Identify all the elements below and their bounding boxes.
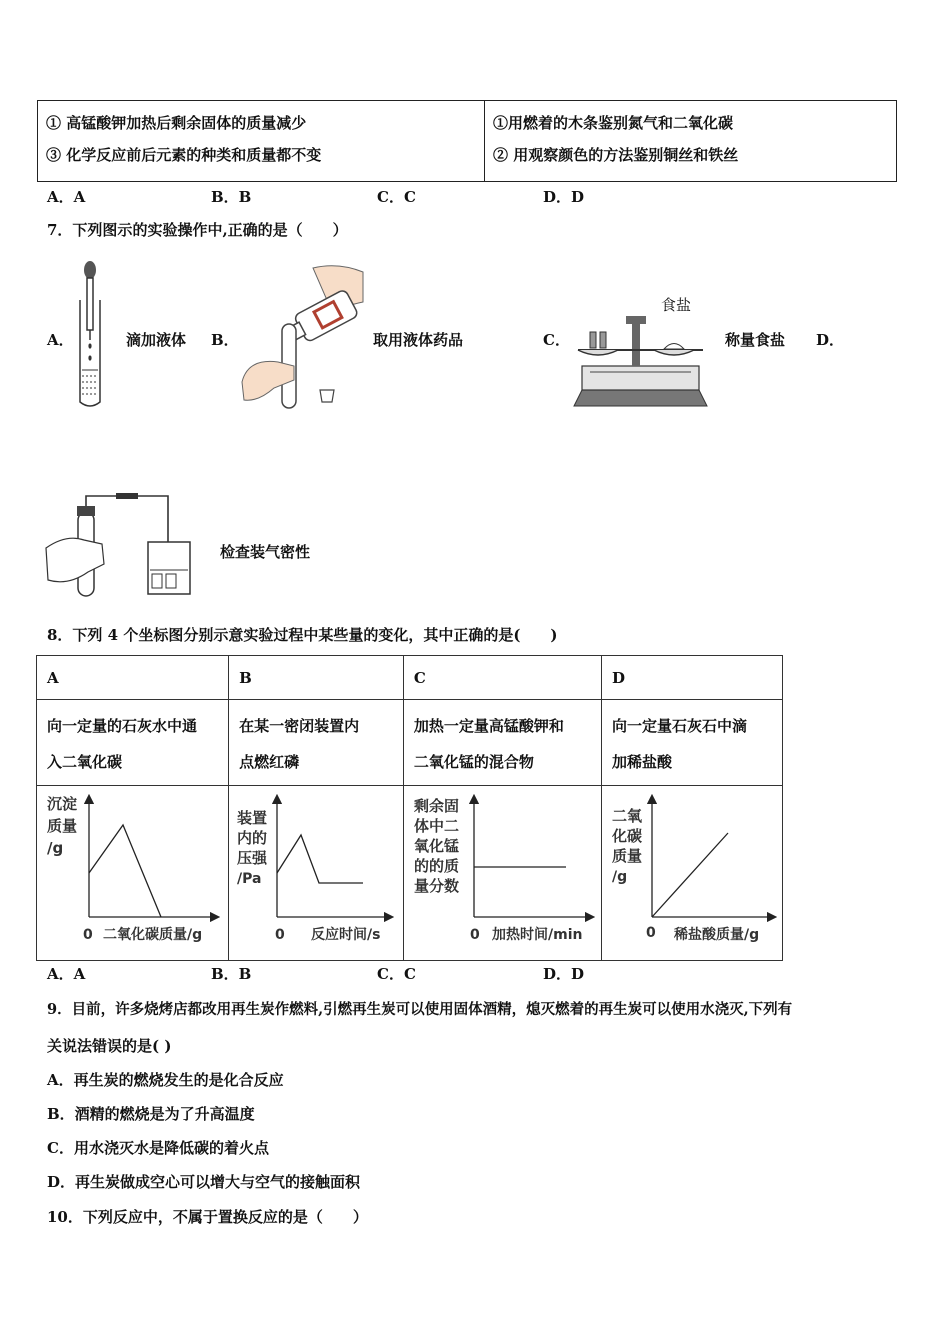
q8-desc-a: 向一定量的石灰水中通 入二氧化碳	[37, 700, 229, 786]
q8-stem: 8．下列 4 个坐标图分别示意实验过程中某些量的变化，其中正确的是( )	[47, 626, 558, 644]
q8-graph-a	[37, 786, 229, 961]
q7-b-label: 取用液体药品	[373, 331, 464, 349]
graph-d-ylabel-3: 质量	[612, 847, 643, 866]
graph-d-origin: 0	[646, 925, 656, 942]
q7-d-letter[interactable]: D．	[816, 331, 845, 349]
pour-liquid-illustration	[238, 262, 368, 412]
graph-c-ylabel-2: 体中二	[413, 817, 459, 836]
graph-b-ylabel-3: 压强	[237, 849, 268, 868]
q7-c-letter[interactable]: C．	[543, 331, 570, 349]
graph-c-ylabel-3: 氧化锰	[413, 837, 459, 856]
graph-a-curve	[89, 825, 161, 917]
q6-option-a[interactable]: A．A	[47, 188, 86, 206]
q8-graph-c	[403, 786, 601, 961]
graph-b-origin: 0	[275, 927, 285, 944]
q6-table	[37, 100, 897, 182]
graph-c-ylabel-4: 的的质	[413, 857, 459, 876]
graph-c-ylabel-1: 剩余固	[413, 797, 459, 816]
q7-c-label: 称量食盐	[725, 331, 786, 349]
q8-table	[36, 655, 783, 961]
q8-graph-b	[229, 786, 404, 961]
q8-desc-c: 加热一定量高锰酸钾和 二氧化锰的混合物	[403, 700, 601, 786]
graph-d-xlabel: 稀盐酸质量/g	[674, 927, 760, 944]
q8-header-c: C	[403, 656, 601, 700]
q7-c-salt-label: 食盐	[661, 296, 692, 314]
q6-left-2: ③ 化学反应前后元素的种类和质量都不变	[46, 146, 322, 164]
graph-a-svg	[37, 787, 227, 959]
q9-stem-line1: 9．目前，许多烧烤店都改用再生炭作燃料,引燃再生炭可以使用固体酒精，熄灭燃着的再生炭可以使用水浇灭,下列有	[47, 1001, 793, 1018]
q10-stem: 10．下列反应中，不属于置换反应的是（ ）	[47, 1208, 368, 1226]
q7-d-label: 检查装气密性	[220, 543, 311, 561]
q7-a-label: 滴加液体	[126, 331, 187, 349]
q6-option-b[interactable]: B．B	[211, 188, 252, 206]
q8-option-b[interactable]: B．B	[211, 965, 252, 983]
q8-option-c[interactable]: C．C	[377, 965, 416, 983]
graph-b-ylabel-2: 内的	[237, 829, 268, 848]
q6-left-1: ① 高锰酸钾加热后剩余固体的质量减少	[46, 114, 307, 132]
balance-illustration	[568, 310, 713, 408]
q8-option-d[interactable]: D．D	[543, 965, 585, 983]
graph-a-xlabel: 二氧化碳质量/g	[103, 927, 203, 944]
graph-c-origin: 0	[469, 927, 480, 944]
graph-d-ylabel-2: 化碳	[612, 827, 643, 846]
graph-b-curve	[277, 835, 363, 883]
graph-b-ylabel-4: /Pa	[237, 871, 262, 888]
q6-table-right	[485, 101, 897, 182]
q7-a-letter[interactable]: A．	[47, 331, 74, 349]
q8-desc-b: 在某一密闭装置内 点燃红磷	[229, 700, 404, 786]
graph-c-ylabel-5: 量分数	[413, 877, 459, 896]
graph-b-ylabel-1: 装置	[237, 809, 268, 828]
airtight-check-illustration	[44, 490, 204, 600]
dropper-illustration	[70, 258, 110, 410]
q7-b-letter[interactable]: B．	[211, 331, 239, 349]
graph-a-ylabel-3: /g	[47, 839, 64, 858]
graph-b-svg	[229, 787, 401, 959]
q9-option-a[interactable]: A．再生炭的燃烧发生的是化合反应	[47, 1071, 284, 1089]
q8-header-b: B	[229, 656, 404, 700]
graph-c-svg	[404, 787, 600, 959]
q8-desc-d: 向一定量石灰石中滴 加稀盐酸	[602, 700, 783, 786]
q6-option-d[interactable]: D．D	[543, 188, 585, 206]
q8-header-a: A	[37, 656, 229, 700]
q9-option-c[interactable]: C．用水浇灭水是降低碳的着火点	[47, 1139, 269, 1157]
q6-table-left	[38, 101, 485, 182]
graph-a-ylabel-2: 质量	[47, 817, 78, 836]
q9-option-b[interactable]: B．酒精的燃烧是为了升高温度	[47, 1105, 255, 1123]
graph-a-ylabel-1: 沉淀	[47, 795, 78, 814]
graph-d-svg	[602, 787, 782, 959]
graph-a-origin: 0	[83, 927, 93, 944]
q8-option-a[interactable]: A．A	[47, 965, 86, 983]
q6-right-1: ①用燃着的木条鉴别氮气和二氧化碳	[493, 114, 734, 132]
q7-stem: 7．下列图示的实验操作中,正确的是（ ）	[47, 221, 348, 239]
q8-header-d: D	[602, 656, 783, 700]
graph-c-xlabel: 加热时间/min	[491, 927, 583, 944]
graph-d-curve	[652, 833, 728, 917]
q8-graph-d	[602, 786, 783, 961]
graph-b-xlabel: 反应时间/s	[311, 927, 381, 944]
q6-right-2: ② 用观察颜色的方法鉴别铜丝和铁丝	[493, 146, 739, 164]
graph-d-ylabel-4: /g	[612, 869, 628, 886]
q9-stem-line2: 关说法错误的是( )	[47, 1037, 172, 1055]
q9-option-d[interactable]: D．再生炭做成空心可以增大与空气的接触面积	[47, 1173, 361, 1191]
q6-option-c[interactable]: C．C	[377, 188, 416, 206]
graph-d-ylabel-1: 二氧	[612, 807, 643, 826]
